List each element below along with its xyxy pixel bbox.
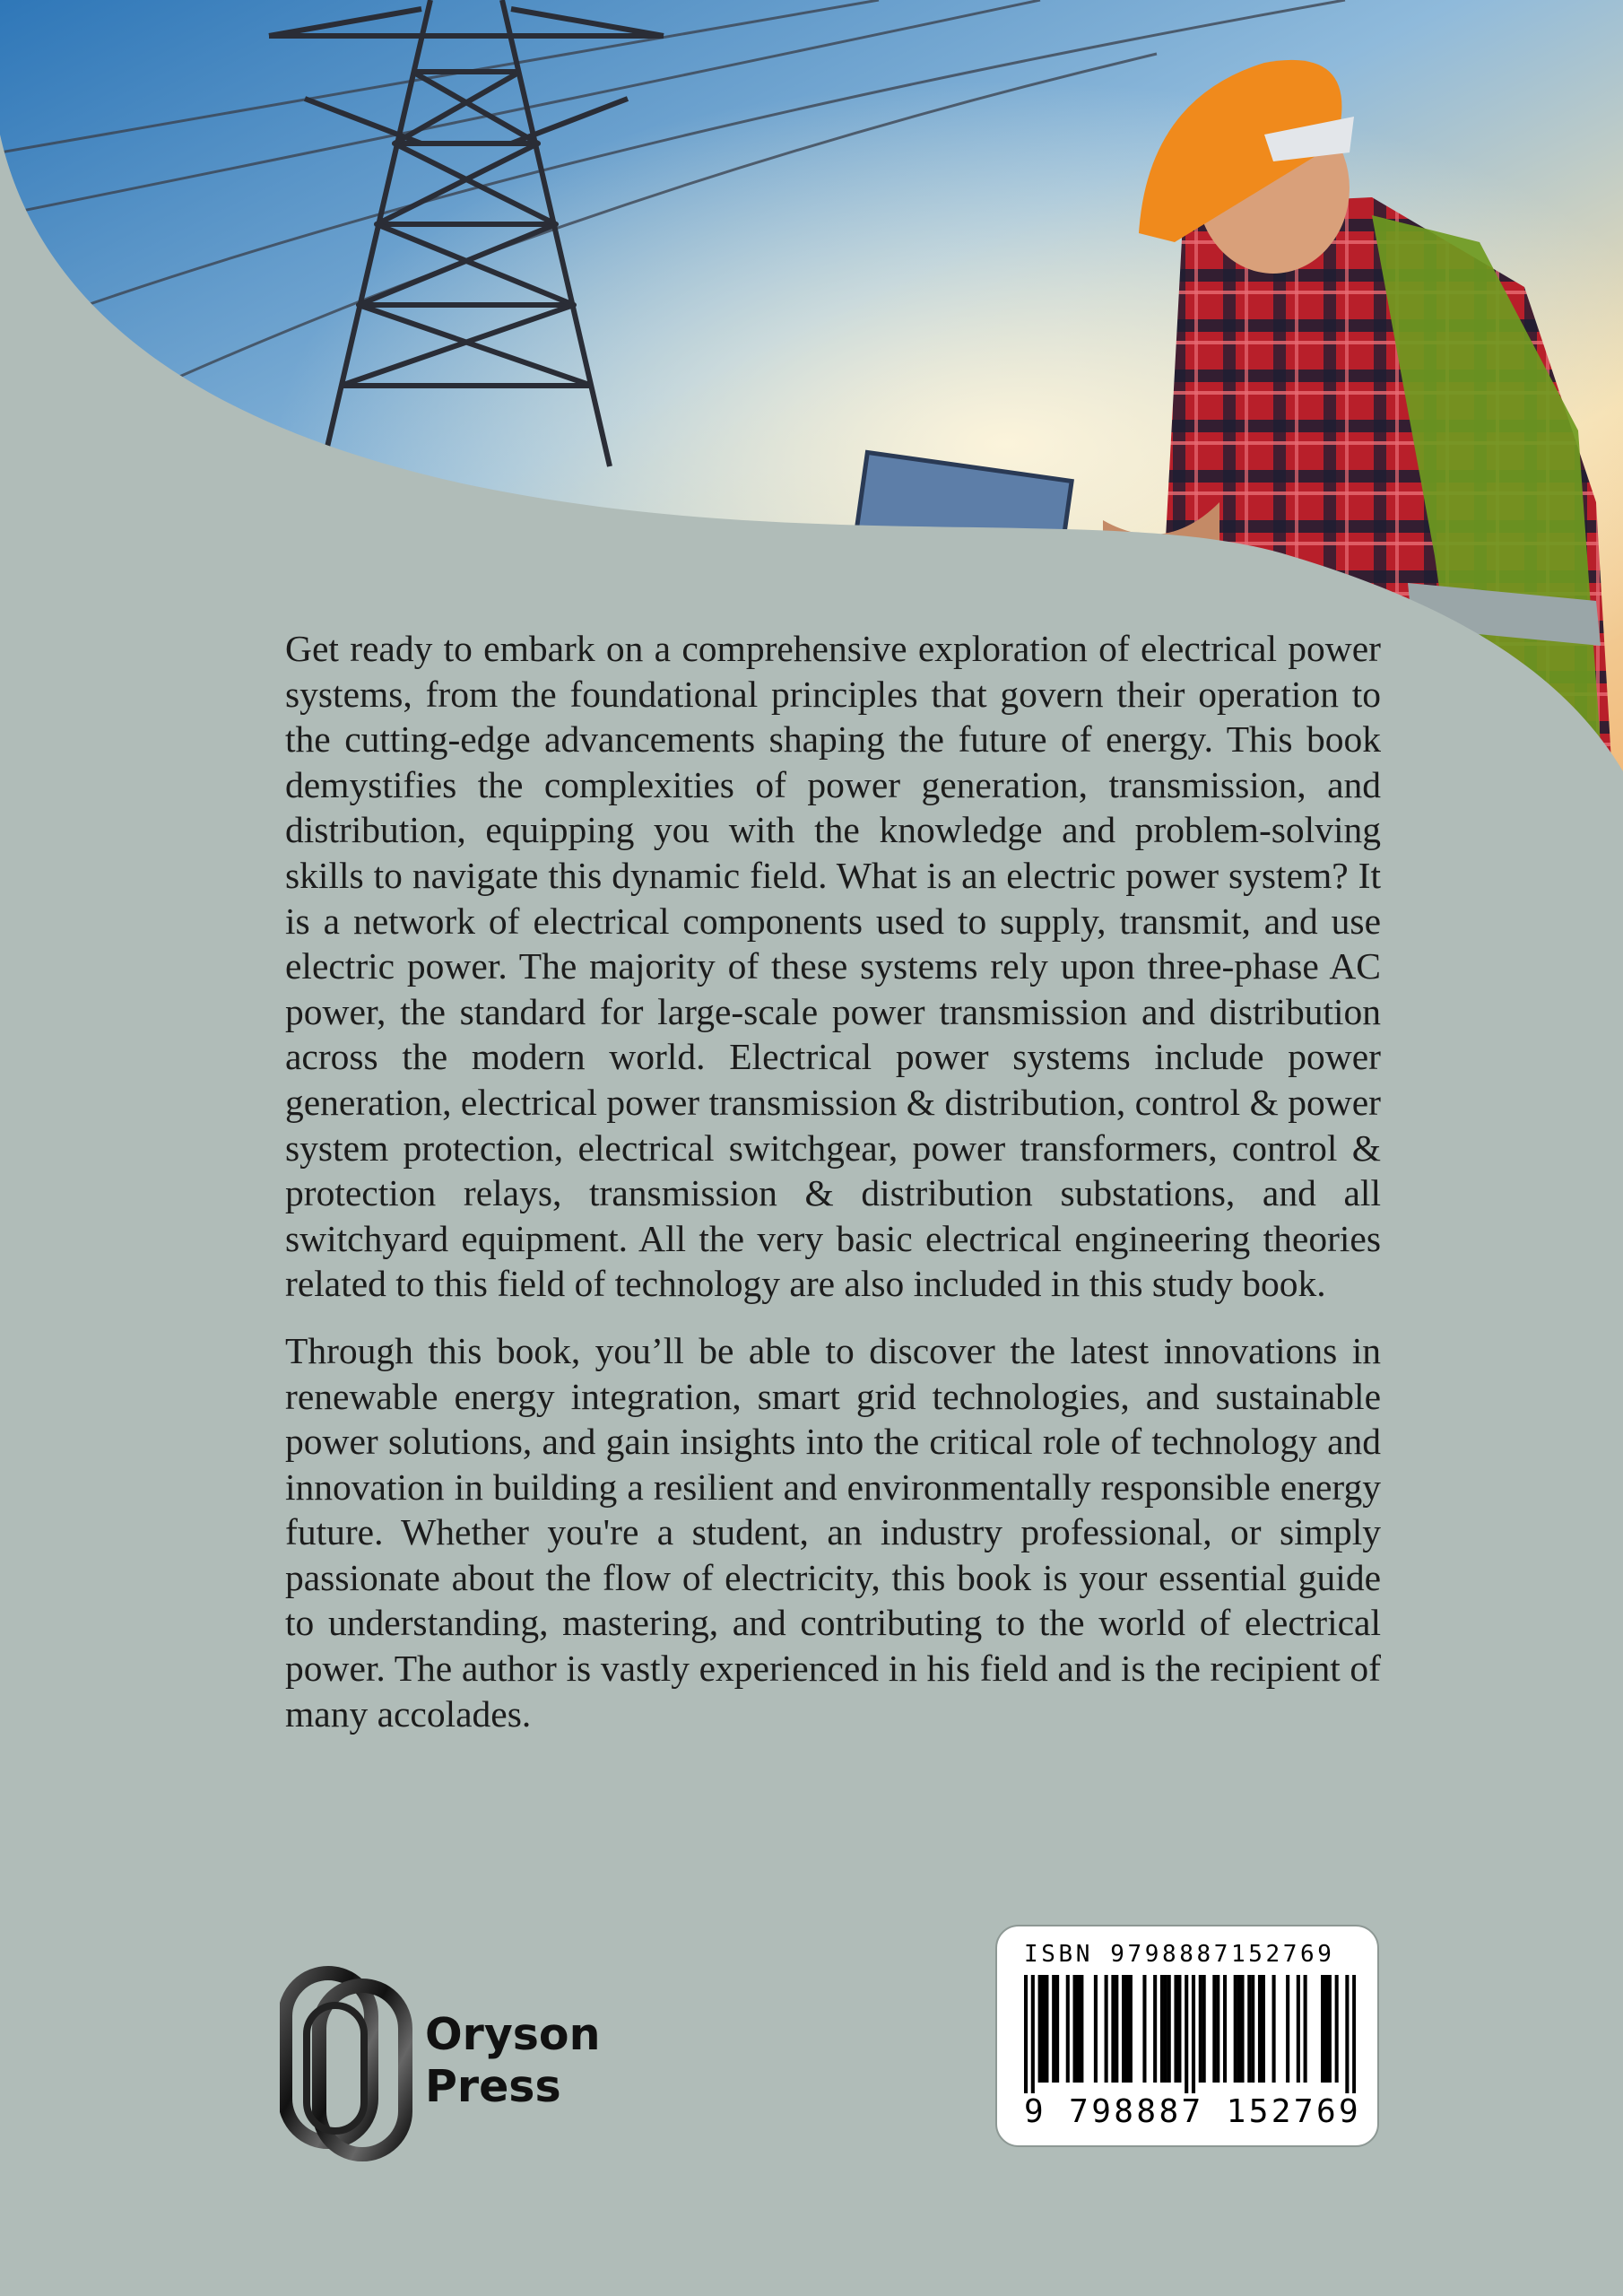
description-paragraph: Get ready to embark on a comprehensive exploration of electrical power systems, from the foundational principles that govern their operation to the cutting-edge advancements shaping the future of energy. This book demystifies the complexities of power generation, transmission, and distribution, equipping you with the knowledge and problem-solving skills to navigate this dynamic field. What is an electric power system? It is a network of electrical components used to supply, transmit, and use electric power. The majority of these systems rely upon three-phase AC power, the standard for large-scale power transmission and distribution across the modern world. Electrical power systems include power generation, electrical power transmission & distribution, control & power system protection, electrical switchgear, power transformers, control & protection relays, transmission & distribution substations, and all switchyard equipment. All the very basic electrical engineering theories related to this field of technology are also included in this study book.	[285, 628, 1381, 1305]
barcode-bar	[1066, 1975, 1070, 2083]
barcode-bar	[1199, 1975, 1202, 2083]
barcode-bar	[1202, 1975, 1206, 2083]
barcode-bar	[1115, 1975, 1118, 2083]
barcode-bar	[1185, 1975, 1188, 2093]
publisher-name-line2: Press	[425, 2061, 561, 2112]
barcode-bar	[1304, 1975, 1307, 2083]
barcode-bar	[1321, 1975, 1324, 2083]
description-paragraph: Through this book, you’ll be able to discover the latest innovations in renewable energy integration, smart grid technologies, and sustainable power solutions, and gain insights into the critical role of technology and innovation in building a resilient and environmentally responsible energy future. Whether you're a student, an industry professional, or simply passionate about the flow of electricity, this book is your essential guide to understanding, mastering, and contributing to the world of electrical power. The author is vastly experienced in his field and is the recipient of many accolades.	[285, 1329, 1381, 1735]
barcode-bar	[1125, 1975, 1129, 2083]
barcode-bar	[1328, 1975, 1332, 2083]
barcode-bar	[1177, 1975, 1181, 2083]
barcode-bar	[1038, 1975, 1042, 2083]
barcode-bar	[1076, 1975, 1080, 2083]
book-description	[285, 626, 1381, 1758]
barcode-bar	[1335, 1975, 1339, 2083]
barcode-bars	[1024, 1975, 1356, 2093]
barcode-bar	[1223, 1975, 1227, 2083]
barcode-bar	[1142, 1975, 1146, 2083]
barcode-bar	[1164, 1975, 1167, 2083]
barcode-bar	[1212, 1975, 1216, 2083]
barcode-bar	[1297, 1975, 1300, 2083]
barcode-bar	[1167, 1975, 1171, 2083]
barcode-bar	[1174, 1975, 1177, 2083]
barcode-bar	[1055, 1975, 1059, 2083]
barcode-bar	[1272, 1975, 1276, 2083]
barcode-bar	[1024, 1975, 1028, 2093]
isbn-barcode	[995, 1925, 1379, 2147]
barcode-bar	[1052, 1975, 1055, 2083]
barcode-bar	[1234, 1975, 1237, 2083]
barcode-bar	[1192, 1975, 1195, 2093]
barcode-bar	[1216, 1975, 1219, 2083]
barcode-bar	[1160, 1975, 1164, 2083]
barcode-bar	[1105, 1975, 1108, 2083]
publisher-name-line1: Oryson	[425, 2009, 601, 2060]
barcode-bar	[1251, 1975, 1254, 2083]
barcode-bar	[1247, 1975, 1251, 2083]
barcode-bar	[1153, 1975, 1157, 2083]
isbn-label: ISBN 9798887152769	[1024, 1941, 1335, 1968]
barcode-bar	[1041, 1975, 1045, 2083]
barcode-bar	[1262, 1975, 1265, 2083]
barcode-bar	[1352, 1975, 1356, 2093]
barcode-bar	[1240, 1975, 1244, 2083]
barcode-bar	[1258, 1975, 1262, 2083]
barcode-bar	[1237, 1975, 1241, 2083]
barcode-bar	[1045, 1975, 1048, 2083]
barcode-bar	[1345, 1975, 1349, 2093]
publisher-name	[425, 2009, 600, 2113]
barcode-bar	[1129, 1975, 1133, 2083]
barcode-bar	[1073, 1975, 1077, 2083]
barcode-bar	[1324, 1975, 1328, 2083]
barcode-bar	[1080, 1975, 1083, 2083]
barcode-bar	[1094, 1975, 1098, 2083]
barcode-bar	[1122, 1975, 1125, 2083]
barcode-bar	[1286, 1975, 1289, 2083]
barcode-bar	[1111, 1975, 1115, 2083]
barcode-digits: 9 798887 152769	[1024, 2093, 1362, 2130]
barcode-bar	[1031, 1975, 1035, 2093]
